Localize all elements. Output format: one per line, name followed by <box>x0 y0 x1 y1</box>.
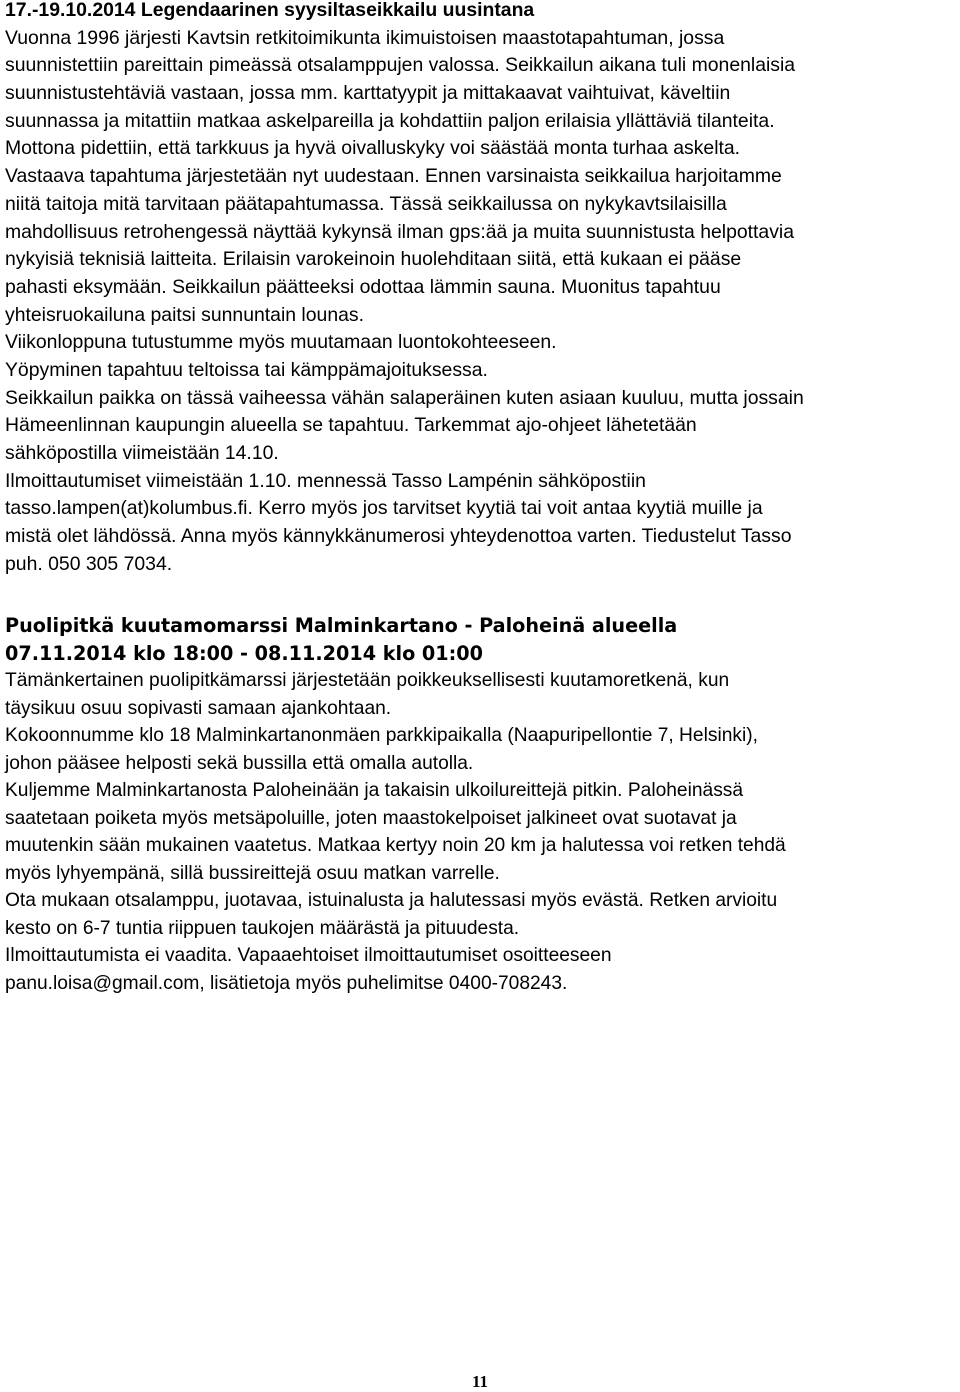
event-section-1 <box>5 0 957 578</box>
body-line: Seikkailun paikka on tässä vaiheessa vähän salaperäinen kuten asiaan kuuluu, mutta jossain <box>5 386 804 409</box>
body-line: muutenkin sään mukainen vaatetus. Matkaa kertyy noin 20 km ja halutessa voi retken tehdä <box>5 835 786 856</box>
body-line: Hämeenlinnan kaupungin alueella se tapahtuu. Tarkemmat ajo-ohjeet lähetetään <box>5 414 697 437</box>
body-line: täysikuu osuu sopivasti samaan ajankohtaan. <box>5 697 392 719</box>
event-section-2 <box>5 612 957 997</box>
body-line: Ilmoittautumista ei vaadita. Vapaaehtoiset ilmoittautumiset osoitteeseen <box>5 945 612 966</box>
body-line: Kokoonnumme klo 18 Malminkartanonmäen parkkipaikalla (Naapuripellontie 7, Helsinki), <box>5 725 758 746</box>
body-line: sähköpostilla viimeistään 14.10. <box>5 442 279 464</box>
body-line: tasso.lampen(at)kolumbus.fi. Kerro myös jos tarvitset kyytiä tai voit antaa kyytiä muille ja <box>5 497 763 520</box>
body-line: nykyisiä teknisiä laitteita. Erilaisin varokeinoin huolehditaan siitä, että kukaan ei pääse <box>5 248 742 271</box>
body-line: mistä olet lähdössä. Anna myös kännykkänumerosi yhteydenottoa varten. Tiedustelut Tasso <box>5 525 792 548</box>
body-line: puh. 050 305 7034. <box>5 552 173 575</box>
body-line: Viikonloppuna tutustumme myös muutamaan luontokohteeseen. <box>5 331 557 354</box>
body-line: Kuljemme Malminkartanosta Paloheinään ja takaisin ulkoilureittejä pitkin. Paloheinässä <box>5 780 744 801</box>
body-line: suunnistustehtäviä vastaan, jossa mm. karttatyypit ja mittakaavat vaihtuivat, käveltiin <box>5 82 731 105</box>
body-line: saatetaan poiketa myös metsäpoluille, joten maastokelpoiset jalkineet ovat suotavat ja <box>5 807 737 829</box>
event-title: 17.-19.10.2014 Legendaarinen syysiltaseikkailu uusintana <box>5 0 535 21</box>
event-date: 07.11.2014 klo 18:00 - 08.11.2014 klo 01:00 <box>5 641 484 665</box>
body-line: Tämänkertainen puolipitkämarssi järjestetään poikkeuksellisesti kuutamoretkenä, kun <box>5 670 730 691</box>
body-line: Vastaava tapahtuma järjestetään nyt uudestaan. Ennen varsinaista seikkailua harjoitamme <box>5 165 782 188</box>
body-line: Vuonna 1996 järjesti Kavtsin retkitoimikunta ikimuistoisen maastotapahtuman, jossa <box>5 26 725 49</box>
body-line: suunnassa ja mitattiin matkaa askelpareilla ja kohdattiin paljon erilaisia yllättäviä tilanteita. <box>5 109 775 132</box>
event-body <box>5 667 957 997</box>
body-line: Yöpyminen tapahtuu teltoissa tai kämppämajoituksessa. <box>5 358 488 381</box>
body-line: pahasti eksymään. Seikkailun päätteeksi odottaa lämmin sauna. Muonitus tapahtuu <box>5 275 721 298</box>
body-line: myös lyhyempänä, sillä bussireittejä osuu matkan varrelle. <box>5 862 500 884</box>
body-line: Mottona pidettiin, että tarkkuus ja hyvä oivalluskyky voi säästää monta turhaa askelta. <box>5 137 741 160</box>
body-line: mahdollisuus retrohengessä näyttää kykynsä ilman gps:ää ja muita suunnistusta helpottavia <box>5 220 795 243</box>
body-line: Ota mukaan otsalamppu, juotavaa, istuinalusta ja halutessasi myös evästä. Retken arvioitu <box>5 890 778 911</box>
body-line: suunnistettiin pareittain pimeässä otsalamppujen valossa. Seikkailun aikana tuli monenlaisia <box>5 54 796 77</box>
body-line: kesto on 6-7 tuntia riippuen taukojen määrästä ja pituudesta. <box>5 917 520 939</box>
body-line: panu.loisa@gmail.com, lisätietoja myös puhelimitse 0400-708243. <box>5 972 568 994</box>
event-title: Puolipitkä kuutamomarssi Malminkartano - Paloheinä alueella <box>5 614 678 637</box>
body-line: johon pääsee helposti sekä bussilla että omalla autolla. <box>5 752 474 774</box>
page-number: 11 <box>471 1372 489 1391</box>
body-line: niitä taitoja mitä tarvitaan päätapahtumassa. Tässä seikkailussa on nykykavtsilaisilla <box>5 192 727 215</box>
body-line: Ilmoittautumiset viimeistään 1.10. mennessä Tasso Lampénin sähköpostiin <box>5 469 646 492</box>
body-line: yhteisruokailuna paitsi sunnuntain lounas. <box>5 303 364 326</box>
event-body <box>5 25 957 579</box>
